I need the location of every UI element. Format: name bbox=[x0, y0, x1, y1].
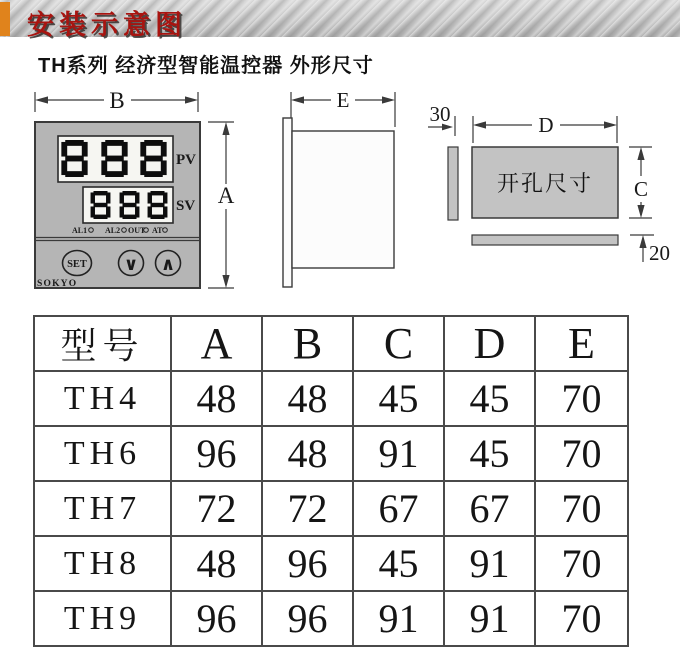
dim-cell: 48 bbox=[262, 371, 353, 426]
down-arrow-icon: ∨ bbox=[123, 254, 139, 275]
indicator-at: AT bbox=[152, 226, 163, 235]
model-cell: TH4 bbox=[34, 371, 171, 426]
indicator-al2: AL2 bbox=[105, 226, 121, 235]
dim-cell: 67 bbox=[444, 481, 535, 536]
dim-cell: 72 bbox=[171, 481, 262, 536]
dim-cell: 96 bbox=[171, 591, 262, 646]
dim-20-label: 20 bbox=[649, 241, 670, 265]
table-row bbox=[34, 536, 628, 591]
dimension-20 bbox=[630, 235, 670, 265]
dim-cell: 45 bbox=[353, 371, 444, 426]
up-arrow-icon: ∧ bbox=[160, 254, 176, 275]
side-body bbox=[292, 131, 394, 268]
table-row bbox=[34, 481, 628, 536]
brand-label: SOKYO bbox=[37, 279, 78, 289]
side-view bbox=[283, 88, 395, 287]
dim-C-label: C bbox=[633, 177, 649, 201]
front-view bbox=[35, 88, 235, 289]
model-cell: TH7 bbox=[34, 481, 171, 536]
dim-cell: 91 bbox=[444, 591, 535, 646]
cutout-view bbox=[428, 102, 670, 265]
dim-cell: 48 bbox=[171, 536, 262, 591]
dim-cell: 91 bbox=[353, 426, 444, 481]
cutout-area-label: 开孔尺寸 bbox=[496, 171, 594, 196]
dim-B-label: B bbox=[109, 88, 125, 113]
dim-cell: 70 bbox=[535, 426, 628, 481]
dim-cell: 48 bbox=[262, 426, 353, 481]
dim-cell: 96 bbox=[262, 536, 353, 591]
dimension-E bbox=[291, 88, 395, 127]
pv-digits bbox=[61, 140, 166, 177]
side-bezel bbox=[283, 118, 292, 287]
sv-label: SV bbox=[176, 198, 196, 214]
header-model: 型号 bbox=[34, 316, 171, 371]
page-title: 安装示意图 bbox=[27, 10, 187, 40]
mounting-strip bbox=[448, 147, 458, 220]
model-cell: TH6 bbox=[34, 426, 171, 481]
dim-E-label: E bbox=[336, 88, 350, 112]
dim-cell: 91 bbox=[353, 591, 444, 646]
bracket-strip bbox=[472, 235, 618, 245]
dimension-diagram bbox=[0, 0, 680, 310]
table-row bbox=[34, 426, 628, 481]
dim-A-label: A bbox=[217, 183, 235, 208]
dim-cell: 70 bbox=[535, 536, 628, 591]
dim-cell: 96 bbox=[262, 591, 353, 646]
dim-D-label: D bbox=[538, 113, 554, 137]
pv-label: PV bbox=[176, 152, 196, 168]
dim-cell: 45 bbox=[353, 536, 444, 591]
spec-table bbox=[33, 315, 629, 647]
diagram-subtitle: TH系列 经济型智能温控器 外形尺寸 bbox=[38, 55, 374, 77]
dim-cell: 45 bbox=[444, 426, 535, 481]
header-B: B bbox=[262, 316, 353, 371]
set-button-label: SET bbox=[67, 259, 87, 270]
dim-cell: 48 bbox=[171, 371, 262, 426]
dim-30-label: 30 bbox=[429, 102, 451, 126]
dim-cell: 67 bbox=[353, 481, 444, 536]
header-E: E bbox=[535, 316, 628, 371]
dim-cell: 45 bbox=[444, 371, 535, 426]
sv-digits bbox=[91, 191, 168, 219]
indicator-al1: AL1 bbox=[72, 226, 88, 235]
dimension-D bbox=[473, 113, 617, 143]
dimension-A bbox=[208, 122, 235, 288]
table-row bbox=[34, 591, 628, 646]
dim-cell: 70 bbox=[535, 371, 628, 426]
dim-cell: 72 bbox=[262, 481, 353, 536]
table-row bbox=[34, 371, 628, 426]
dimension-30 bbox=[428, 102, 455, 136]
dim-cell: 70 bbox=[535, 591, 628, 646]
model-cell: TH9 bbox=[34, 591, 171, 646]
indicator-row bbox=[72, 226, 167, 235]
header-C: C bbox=[353, 316, 444, 371]
dim-cell: 96 bbox=[171, 426, 262, 481]
header-D: D bbox=[444, 316, 535, 371]
model-cell: TH8 bbox=[34, 536, 171, 591]
indicator-out: OUT bbox=[128, 226, 146, 235]
dimension-B bbox=[35, 88, 198, 113]
dim-cell: 70 bbox=[535, 481, 628, 536]
header-A: A bbox=[171, 316, 262, 371]
dimension-C bbox=[629, 147, 652, 218]
dim-cell: 91 bbox=[444, 536, 535, 591]
table-header-row bbox=[34, 316, 628, 371]
